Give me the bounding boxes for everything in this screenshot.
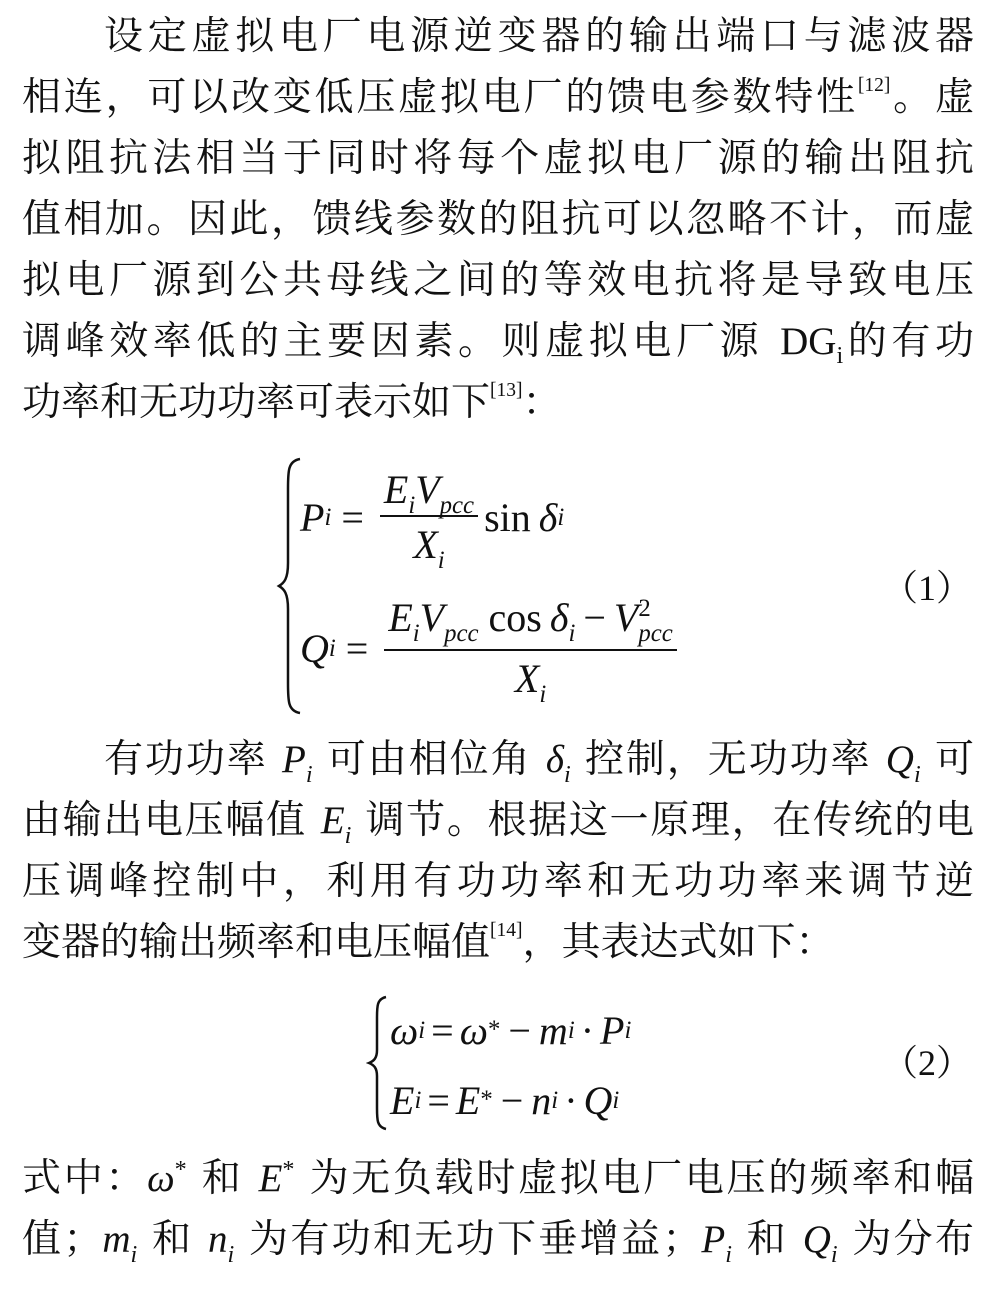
text-line-3: 拟阻抗法相当于同时将每个虚拟电厂源的输出阻抗: [22, 136, 974, 181]
equation-1-p: P $_i$ = $\frac{E_iV_{pcc}}{X_i}$ sin δ $_i$: [300, 467, 565, 575]
text-line-6: 调峰效率低的主要因素。则虚拟电厂源 $DG_i$的有功: [22, 319, 974, 369]
text-line-2: 相连，可以改变低压虚拟电厂的馈电参数特性[12]。虚: [22, 75, 974, 120]
equation-2-omega: ω $_i$ = ω * − m $_i$ · P $_i$: [390, 1007, 632, 1053]
text-line-5: 拟电厂源到公共母线之间的等效电抗将是导致电压: [22, 258, 974, 303]
text-line-8: 有功功率 $P_i$ 可由相位角 $\delta_i$ 控制，无功功率 $Q_i$ 可: [104, 737, 975, 788]
text-line-13: 值；$m_i$ 和 $n_i$ 为有功和无功下垂增益；$P_i$ 和 $Q_i$ 为分布: [22, 1217, 975, 1268]
equation-2-number: （2）: [881, 1043, 972, 1083]
equation-2-brace: [366, 994, 390, 1132]
text-line-11: 变器的输出频率和电压幅值[14]，其表达式如下：: [22, 920, 835, 965]
equation-1-number: （1）: [881, 568, 972, 608]
text-line-4: 值相加。因此，馈线参数的阻抗可以忽略不计，而虚: [22, 197, 974, 242]
citation-12: [12]: [857, 75, 891, 97]
equation-2-e: E $_i$ = E * − n $_i$ · Q $_i$: [390, 1077, 620, 1123]
text-line-9: 由输出电压幅值 $E_i$ 调节。根据这一原理，在传统的电: [22, 798, 974, 849]
text-line-10: 压调峰控制中，利用有功功率和无功功率来调节逆: [22, 859, 974, 904]
text-line-1: 设定虚拟电厂电源逆变器的输出端口与滤波器: [104, 14, 974, 59]
equation-1-q-fraction: $E_iV_{pcc}$ $\cos \delta_i - V$ 2 pcc $X_i$: [384, 594, 676, 702]
citation-14: [14]: [490, 920, 523, 942]
equation-1-q: Q $_i$ = $E_iV_{pcc}$ $\cos \delta_i - V$ 2 pcc $X_i$: [300, 590, 683, 706]
equation-1-p-fraction: $\frac{E_iV_{pcc}}{X_i}$: [380, 466, 478, 568]
text-line-7: 功率和无功功率可表示如下[13]：: [22, 380, 562, 425]
text-line-12: 式中：ω* 和 E* 为无负载时虚拟电厂电压的频率和幅: [22, 1156, 974, 1201]
citation-13: [13]: [490, 380, 523, 402]
